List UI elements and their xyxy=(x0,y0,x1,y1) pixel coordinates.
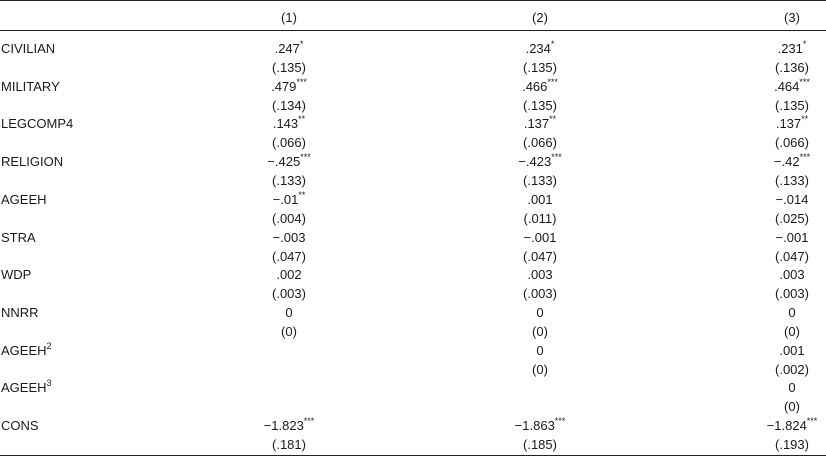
row-label-civilian: CIVILIAN xyxy=(1,41,56,56)
coefficient-cell: −1.863*** xyxy=(514,415,566,433)
column-header-2: (2) xyxy=(532,10,548,25)
coefficient-cell: .479*** xyxy=(271,76,307,94)
standard-error-cell: (0) xyxy=(784,399,800,414)
standard-error-cell: (.047) xyxy=(775,249,809,264)
coefficient-cell: −.001 xyxy=(523,230,557,245)
coefficient-cell: .001 xyxy=(779,343,805,358)
standard-error-cell: (.185) xyxy=(523,437,557,452)
standard-error-cell: (.066) xyxy=(775,135,809,150)
standard-error-cell: (.003) xyxy=(523,286,557,301)
significance-stars: *** xyxy=(300,151,311,162)
significance-stars: *** xyxy=(296,76,307,87)
coefficient-cell: −1.824*** xyxy=(766,415,818,433)
standard-error-cell: (.047) xyxy=(523,249,557,264)
coefficient-cell: .247* xyxy=(274,38,304,56)
standard-error-cell: (.181) xyxy=(272,437,306,452)
standard-error-cell: (.047) xyxy=(272,249,306,264)
coefficient-cell: −.425*** xyxy=(267,151,311,169)
significance-stars: ** xyxy=(801,113,809,124)
exponent: 3 xyxy=(46,377,52,388)
standard-error-cell: (.025) xyxy=(775,211,809,226)
standard-error-cell: (.135) xyxy=(272,60,306,75)
standard-error-cell: (.002) xyxy=(775,362,809,377)
coefficient-cell: −1.823*** xyxy=(263,415,315,433)
standard-error-cell: (.133) xyxy=(775,173,809,188)
coefficient-cell: −.001 xyxy=(775,230,809,245)
coefficient-cell: −.01** xyxy=(272,189,306,207)
table-header-rule xyxy=(0,30,826,31)
standard-error-cell: (.133) xyxy=(523,173,557,188)
standard-error-cell: (.136) xyxy=(775,60,809,75)
coefficient-cell: .001 xyxy=(527,192,553,207)
standard-error-cell: (.003) xyxy=(272,286,306,301)
significance-stars: *** xyxy=(806,415,818,426)
significance-stars: * xyxy=(299,38,304,49)
coefficient-cell: −.014 xyxy=(775,192,809,207)
standard-error-cell: (.133) xyxy=(272,173,306,188)
coefficient-cell: 0 xyxy=(788,380,796,395)
significance-stars: *** xyxy=(551,151,562,162)
coefficient-cell: −.423*** xyxy=(518,151,562,169)
significance-stars: *** xyxy=(799,76,810,87)
significance-stars: * xyxy=(802,38,807,49)
coefficient-cell: .137** xyxy=(523,113,557,131)
significance-stars: *** xyxy=(547,76,558,87)
table-bottom-rule xyxy=(0,455,826,456)
column-header-1: (1) xyxy=(281,10,297,25)
coefficient-cell: .003 xyxy=(779,267,805,282)
significance-stars: ** xyxy=(298,189,306,200)
coefficient-cell: .002 xyxy=(276,267,302,282)
standard-error-cell: (.135) xyxy=(523,98,557,113)
standard-error-cell: (.134) xyxy=(272,98,306,113)
standard-error-cell: (.011) xyxy=(523,211,557,226)
coefficient-cell: .231* xyxy=(777,38,807,56)
coefficient-cell: −.42*** xyxy=(773,151,811,169)
row-label-legcomp4: LEGCOMP4 xyxy=(1,116,74,131)
significance-stars: * xyxy=(550,38,555,49)
table-top-rule xyxy=(0,0,826,1)
coefficient-cell: −.003 xyxy=(272,230,306,245)
standard-error-cell: (.003) xyxy=(775,286,809,301)
row-label-ageeh-3: AGEEH$^3$ xyxy=(1,377,52,395)
significance-stars: *** xyxy=(799,151,811,162)
coefficient-cell: .464*** xyxy=(774,76,810,94)
coefficient-cell: 0 xyxy=(536,343,544,358)
standard-error-cell: (.135) xyxy=(775,98,809,113)
standard-error-cell: (.066) xyxy=(272,135,306,150)
coefficient-cell: 0 xyxy=(788,305,796,320)
significance-stars: *** xyxy=(303,415,315,426)
row-label-nnrr: NNRR xyxy=(1,305,39,320)
coefficient-cell: 0 xyxy=(536,305,544,320)
standard-error-cell: (.135) xyxy=(523,60,557,75)
coefficient-cell: .003 xyxy=(527,267,553,282)
row-label-ageeh-2: AGEEH$^2$ xyxy=(1,340,52,358)
column-header-3: (3) xyxy=(784,10,800,25)
coefficient-cell: .137** xyxy=(775,113,809,131)
significance-stars: ** xyxy=(549,113,557,124)
coefficient-cell: .234* xyxy=(525,38,555,56)
standard-error-cell: (0) xyxy=(784,324,800,339)
coefficient-cell: .143** xyxy=(272,113,306,131)
row-label-religion: RELIGION xyxy=(1,154,64,169)
standard-error-cell: (0) xyxy=(532,324,548,339)
significance-stars: *** xyxy=(554,415,566,426)
coefficient-cell: 0 xyxy=(285,305,293,320)
standard-error-cell: (0) xyxy=(532,362,548,377)
row-label-stra: STRA xyxy=(1,230,36,245)
standard-error-cell: (.066) xyxy=(523,135,557,150)
row-label-ageeh: AGEEH xyxy=(1,192,47,207)
coefficient-cell: .466*** xyxy=(522,76,558,94)
standard-error-cell: (0) xyxy=(281,324,297,339)
standard-error-cell: (.004) xyxy=(272,211,306,226)
row-label-cons: CONS xyxy=(1,418,39,433)
exponent: 2 xyxy=(46,340,52,351)
row-label-wdp: WDP xyxy=(1,267,32,282)
row-label-military: MILITARY xyxy=(1,79,60,94)
standard-error-cell: (.193) xyxy=(775,437,809,452)
significance-stars: ** xyxy=(298,113,306,124)
